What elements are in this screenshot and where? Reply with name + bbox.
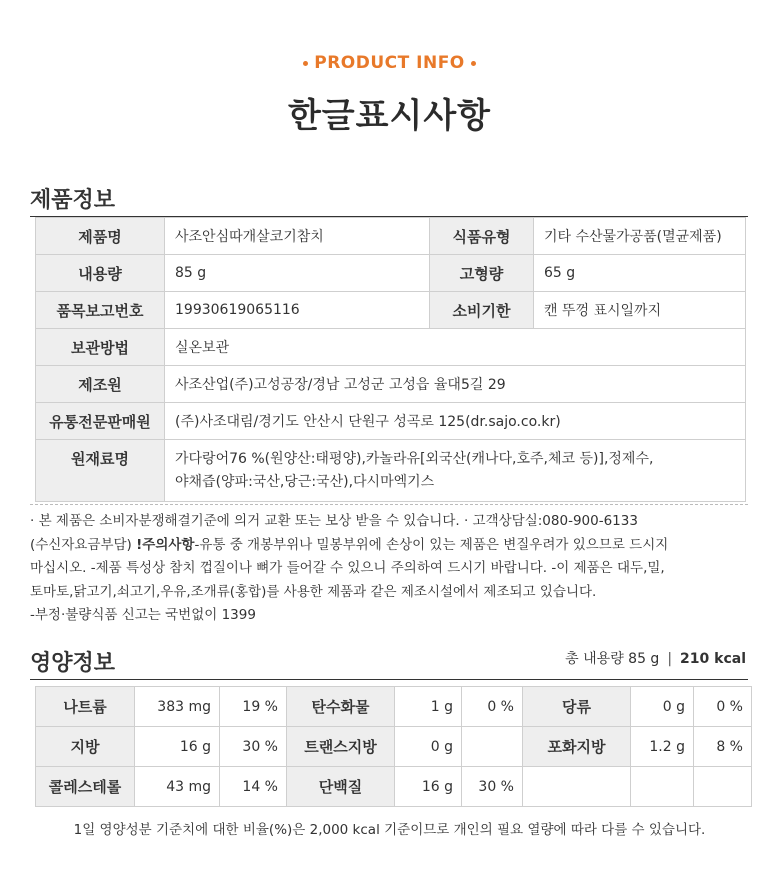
cell-label: 원재료명 [36, 440, 165, 502]
cell-value: 사조산업(주)고성공장/경남 고성군 고성읍 율대5길 29 [165, 366, 746, 403]
cell-value: (주)사조대림/경기도 안산시 단원구 성곡로 125(dr.sajo.co.kr) [165, 403, 746, 440]
cell-label: 유통전문판매원 [36, 403, 165, 440]
table-row [36, 292, 746, 329]
table-row [36, 727, 752, 767]
cell-value: 사조안심따개살코기참치 [165, 218, 430, 255]
notes-text: (수신자요금부담) [30, 536, 137, 553]
cell-value: 65 g [534, 255, 746, 292]
empty-cell [523, 767, 631, 807]
notes-divider [30, 504, 748, 505]
notes-line: 토마토,닭고기,쇠고기,우유,조개류(홍합)를 사용한 제품과 같은 제조시설에서 제조되고 있습니다. [30, 583, 597, 600]
nutrient-amount: 0 g [395, 727, 462, 767]
table-row [36, 403, 746, 440]
nutrient-label: 지방 [36, 727, 135, 767]
dot-icon [471, 61, 476, 66]
nutrient-percent [462, 727, 523, 767]
cell-label: 소비기한 [430, 292, 534, 329]
cell-value: 캔 뚜껑 표시일까지 [534, 292, 746, 329]
nutrient-amount: 16 g [395, 767, 462, 807]
cell-label: 제조원 [36, 366, 165, 403]
notes-line [30, 534, 748, 558]
nutrition-footnote: 1일 영양성분 기준치에 대한 비율(%)은 2,000 kcal 기준이므로 개인의 필요 열량에 따라 다를 수 있습니다. [73, 822, 706, 838]
table-row [36, 687, 752, 727]
cell-label: 식품유형 [430, 218, 534, 255]
ingredients-line: 야채즙(양파:국산,당근:국산),다시마엑기스 [175, 473, 435, 490]
nutrient-amount: 16 g [135, 727, 220, 767]
cell-label: 고형량 [430, 255, 534, 292]
notes-line: -부정·불량식품 신고는 국번없이 1399 [30, 607, 256, 623]
nutrient-percent: 19 % [220, 687, 287, 727]
table-row [36, 366, 746, 403]
page-title: 한글표시사항 [287, 96, 492, 136]
table-row [36, 255, 746, 292]
nutrient-label: 포화지방 [523, 727, 631, 767]
nutrient-percent: 0 % [694, 687, 752, 727]
cell-label: 보관방법 [36, 329, 165, 366]
nutrient-label: 당류 [523, 687, 631, 727]
cell-label: 내용량 [36, 255, 165, 292]
nutrition-total [565, 648, 746, 668]
cell-value [165, 440, 746, 502]
empty-cell [631, 767, 694, 807]
notes-block [30, 510, 748, 628]
table-row [36, 329, 746, 366]
nutrient-percent: 0 % [462, 687, 523, 727]
notes-text: -유통 중 개봉부위나 밀봉부위에 손상이 있는 제품은 변질우려가 있으므로 드시지 [194, 536, 669, 553]
product-info-table [35, 217, 746, 502]
cell-value: 기타 수산물가공품(멸균제품) [534, 218, 746, 255]
nutrient-percent: 14 % [220, 767, 287, 807]
cell-label: 품목보고번호 [36, 292, 165, 329]
separator: | [667, 651, 673, 667]
product-section-title: 제품정보 [30, 188, 116, 213]
nutrient-amount: 0 g [631, 687, 694, 727]
nutrient-amount: 1 g [395, 687, 462, 727]
nutrient-label: 탄수화물 [287, 687, 395, 727]
notes-line: 마십시오. -제품 특성상 참치 껍질이나 뼈가 들어갈 수 있으니 주의하여 드시기 바랍니다. -이 제품은 대두,밀, [30, 560, 665, 576]
empty-cell [694, 767, 752, 807]
nutrient-percent: 30 % [462, 767, 523, 807]
nutrient-label: 트랜스지방 [287, 727, 395, 767]
dot-icon [303, 61, 308, 66]
caution-label: !주의사항 [136, 536, 195, 553]
nutrient-label: 콜레스테롤 [36, 767, 135, 807]
nutrient-percent: 8 % [694, 727, 752, 767]
cell-label: 제품명 [36, 218, 165, 255]
nutrition-table [35, 686, 752, 807]
nutrient-amount: 383 mg [135, 687, 220, 727]
cell-value: 19930619065116 [165, 292, 430, 329]
total-amount: 총 내용량 85 g [565, 651, 660, 667]
notes-line: · 본 제품은 소비자분쟁해결기준에 의거 교환 또는 보상 받을 수 있습니다. · 고객상담실:080-900-6133 [30, 513, 638, 529]
nutrient-amount: 1.2 g [631, 727, 694, 767]
total-kcal: 210 kcal [680, 651, 746, 667]
product-info-eyebrow [0, 53, 779, 73]
table-row [36, 440, 746, 502]
nutrient-label: 단백질 [287, 767, 395, 807]
cell-value: 85 g [165, 255, 430, 292]
nutrition-section-title: 영양정보 [30, 651, 116, 676]
eyebrow-label: PRODUCT INFO [314, 53, 465, 73]
cell-value: 실온보관 [165, 329, 746, 366]
table-row [36, 767, 752, 807]
table-row [36, 218, 746, 255]
nutrient-label: 나트륨 [36, 687, 135, 727]
section-divider [30, 679, 748, 680]
ingredients-line: 가다랑어76 %(원양산:태평양),카놀라유[외국산(캐나다,호주,체코 등)],정제수, [175, 450, 654, 467]
nutrient-percent: 30 % [220, 727, 287, 767]
nutrient-amount: 43 mg [135, 767, 220, 807]
